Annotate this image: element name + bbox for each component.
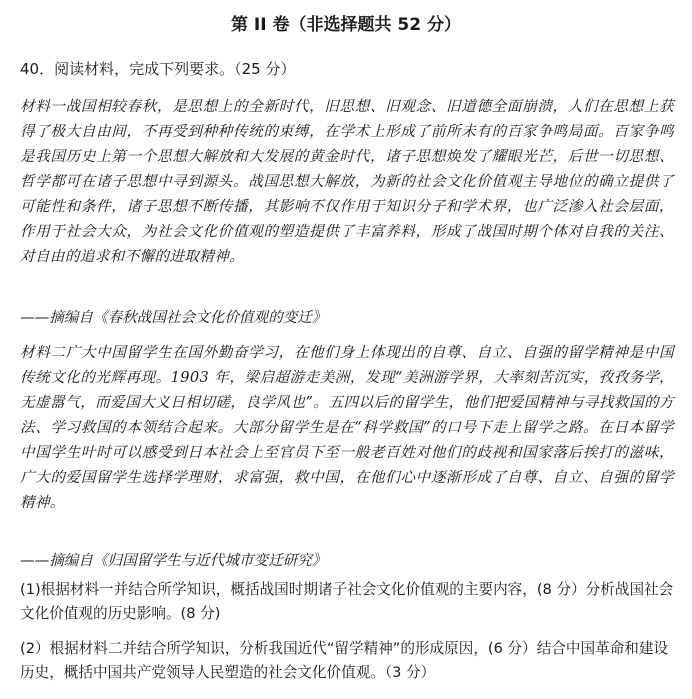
material-two-source: ——摘编自《归国留学生与近代城市变迁研究》 [20, 552, 327, 569]
material-one-text: 材料一战国相较春秋，是思想上的全新时代，旧思想、旧观念、旧道德全面崩溃，人们在思想上获得了极大自由间，不再受到种种传统的束缚，在学术上形成了前所未有的百家争鸣局面。百家争鸣是我国历史上第一个思想大解放和大发展的黄金时代，诸子思想焕发了耀眼光芒，后世一切思想、哲学都可在诸子思想中寻到源头。战国思想大解放，为新的社会文化价值观主导地位的确立提供了可能性和条件，诸子思想不断传播，其影响不仅作用于知识分子和学术界，也广泛渗入社会层面，作用于社会大众，为社会文化价值观的塑造提供了丰富养料，形成了战国时期个体对自我的关注、对自由的追求和不懈的进取精神。 [20, 98, 674, 265]
sub-question-2: (2）根据材料二并结合所学知识，分析我国近代“留学精神”的形成原因，(6 分）结合中国革命和建设历史，概括中国共产党领导人民塑造的社会文化价值观。（3 分） [20, 640, 669, 681]
sub-question-1: (1)根据材料一并结合所学知识，概括战国时期诸子社会文化价值观的主要内容，(8 分）分析战国社会文化价值观的历史影响。(8 分) [20, 581, 674, 622]
material-two-text: 材料二广大中国留学生在国外勤奋学习，在他们身上体现出的自尊、自立、自强的留学精神是中国传统文化的光辉再现。1903 年，梁启超游走美洲，发现“美洲游学界，大率刻苦沉实，孜孜务学，无虚嚣气，而爱国大义日相切磋，良学风也”。五四以后的留学生，他们把爱国精神与寻找救国的方法、学习救国的本领结合起来。大部分留学生是在“科学救国”的口号下走上留学之路。在日本留学中国学生叶时可以感受到日本社会上至官员下至一般老百姓对他们的歧视和国家落后挨打的滋味，广大的爱国留学生选择学理财，求富强，救中国，在他们心中逐渐形成了自尊、自立、自强的留学精神。 [20, 344, 674, 511]
material-one-source: ——摘编自《春秋战国社会文化价值观的变迁》 [20, 309, 327, 326]
question-heading: 40．阅读材料，完成下列要求。（25 分） [20, 60, 296, 78]
section-title: 第 II 卷（非选择题共 52 分） [231, 15, 461, 35]
